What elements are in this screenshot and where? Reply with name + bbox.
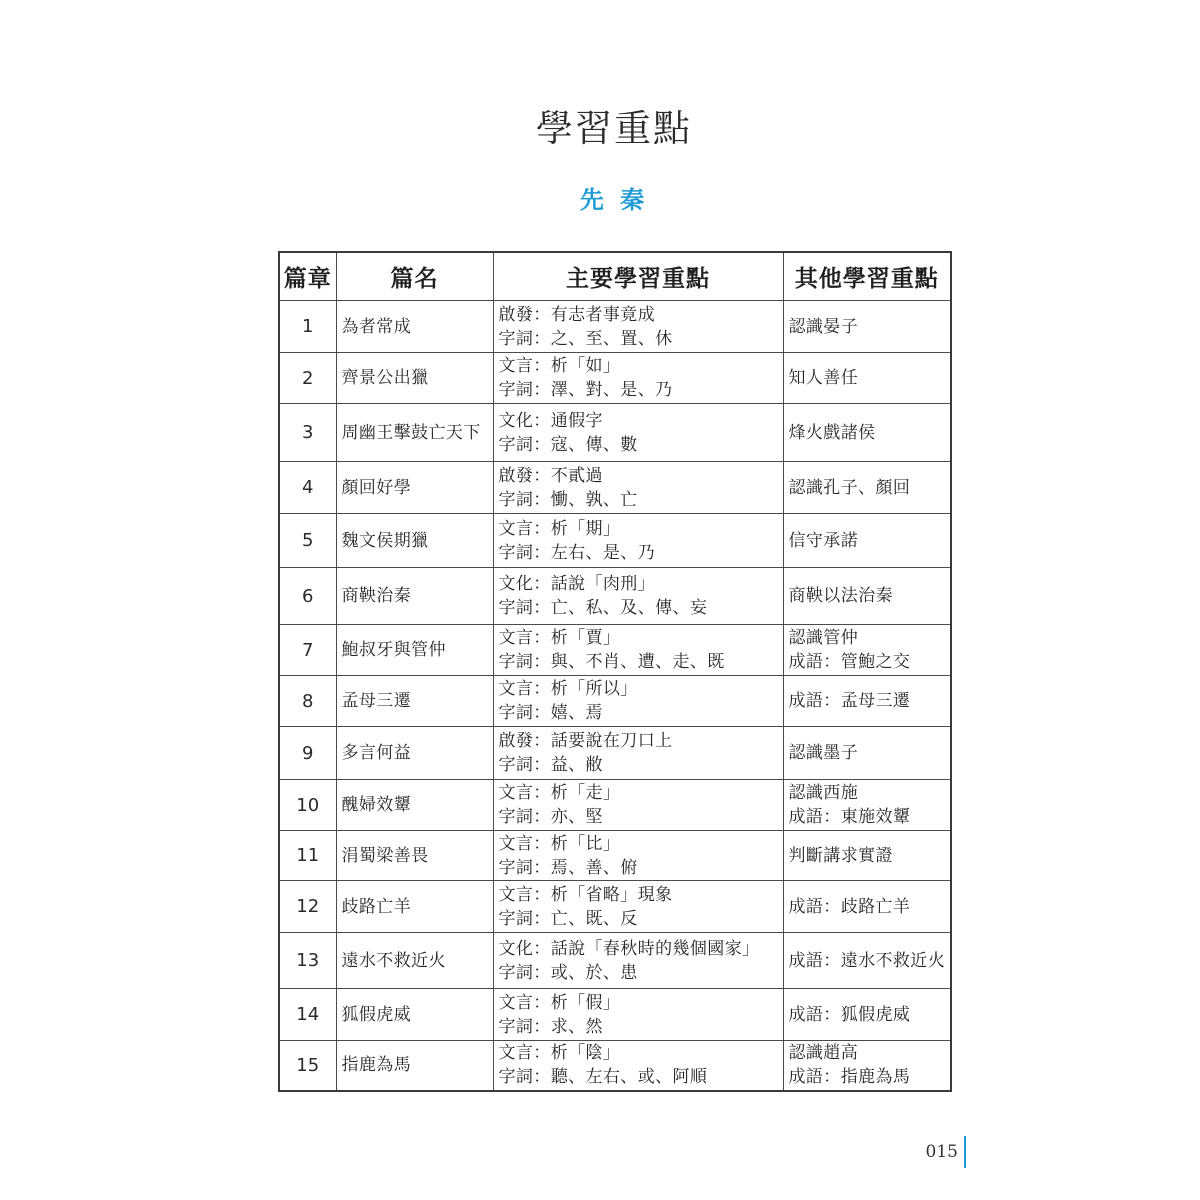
chapter-number: 6 — [279, 568, 336, 625]
table-row — [279, 301, 951, 353]
table-header — [279, 252, 951, 301]
chapter-number: 7 — [279, 625, 336, 676]
other-points — [783, 933, 951, 989]
table-row — [279, 514, 951, 568]
chapter-number: 15 — [279, 1041, 336, 1091]
main-point-line: 字詞：亡、既、反 — [498, 908, 638, 929]
chapter-title: 歧路亡羊 — [336, 881, 493, 933]
table-row — [279, 404, 951, 462]
main-points — [493, 625, 783, 676]
header-main-points: 主要學習重點 — [493, 252, 783, 301]
main-points — [493, 514, 783, 568]
main-point-line: 啟發：話要說在刀口上 — [498, 731, 673, 751]
main-point-line: 字詞：澤、對、是、乃 — [498, 380, 673, 400]
chapter-title: 魏文侯期獵 — [336, 514, 493, 568]
main-points — [493, 301, 783, 353]
chapter-number: 8 — [279, 676, 336, 727]
other-points — [783, 462, 951, 514]
main-point-line: 文言：析「比」 — [498, 833, 621, 854]
other-point-line: 認識管仲 — [788, 628, 859, 648]
main-point-line: 字詞：嬉、焉 — [498, 703, 603, 723]
main-point-line: 字詞：與、不肖、遭、走、既 — [498, 652, 725, 672]
page-number-rule — [964, 1136, 966, 1168]
main-point-line: 字詞：慟、孰、亡 — [498, 489, 638, 510]
other-points — [783, 989, 951, 1041]
table-row — [279, 676, 951, 727]
other-point-line: 商鞅以法治秦 — [788, 586, 893, 606]
chapter-number: 12 — [279, 881, 336, 933]
chapter-number: 9 — [279, 727, 336, 780]
other-points — [783, 568, 951, 625]
other-points — [783, 353, 951, 404]
main-point-line: 啟發：有志者事竟成 — [498, 304, 656, 325]
other-points — [783, 676, 951, 727]
header-title: 篇名 — [336, 252, 493, 301]
chapter-number: 2 — [279, 353, 336, 404]
main-points — [493, 933, 783, 989]
main-points — [493, 568, 783, 625]
other-point-line: 判斷講求實證 — [788, 845, 893, 866]
header-row — [279, 252, 951, 301]
main-point-line: 字詞：益、敝 — [498, 755, 603, 775]
main-points — [493, 1041, 783, 1091]
learning-points-table — [278, 251, 952, 1092]
other-point-line: 成語：遠水不救近火 — [788, 950, 946, 971]
chapter-number: 13 — [279, 933, 336, 989]
main-points — [493, 404, 783, 462]
chapter-title: 齊景公出獵 — [336, 353, 493, 404]
other-point-line: 成語：指鹿為馬 — [788, 1067, 911, 1088]
table-row — [279, 933, 951, 989]
other-points — [783, 727, 951, 780]
chapter-title: 狐假虎威 — [336, 989, 493, 1041]
chapter-number: 3 — [279, 404, 336, 462]
chapter-title: 指鹿為馬 — [336, 1041, 493, 1091]
table-row — [279, 1041, 951, 1091]
table-body — [279, 301, 951, 1091]
chapter-title: 顏回好學 — [336, 462, 493, 514]
page-number: 015 — [925, 1142, 958, 1162]
table-row — [279, 462, 951, 514]
chapter-number: 4 — [279, 462, 336, 514]
page-title: 學習重點 — [536, 107, 692, 150]
chapter-title: 多言何益 — [336, 727, 493, 780]
main-point-line: 啟發：不貳過 — [498, 465, 603, 486]
table-row — [279, 780, 951, 831]
chapter-title: 為者常成 — [336, 301, 493, 353]
chapter-title: 遠水不救近火 — [336, 933, 493, 989]
other-point-line: 成語：歧路亡羊 — [788, 896, 911, 917]
main-points — [493, 831, 783, 881]
chapter-number: 5 — [279, 514, 336, 568]
main-points — [493, 462, 783, 514]
main-points — [493, 881, 783, 933]
chapter-title: 涓蜀梁善畏 — [336, 831, 493, 881]
chapter-title: 孟母三遷 — [336, 676, 493, 727]
main-point-line: 字詞：寇、傳、數 — [498, 434, 638, 455]
main-points — [493, 353, 783, 404]
other-points — [783, 1041, 951, 1091]
other-point-line: 認識墨子 — [788, 743, 859, 763]
main-point-line: 文言：析「賈」 — [498, 628, 621, 648]
chapter-title: 周幽王擊鼓亡天下 — [336, 404, 493, 462]
other-points — [783, 301, 951, 353]
other-point-line: 知人善任 — [788, 368, 859, 388]
main-points — [493, 676, 783, 727]
main-point-line: 文言：析「陰」 — [498, 1043, 621, 1064]
learning-points-table-container — [278, 251, 950, 1092]
main-points — [493, 989, 783, 1041]
chapter-title: 醜婦效顰 — [336, 780, 493, 831]
main-point-line: 文化：話說「春秋時的幾個國家」 — [498, 938, 760, 959]
main-point-line: 文言：析「如」 — [498, 356, 621, 376]
other-points — [783, 780, 951, 831]
other-point-line: 烽火戲諸侯 — [788, 422, 876, 443]
chapter-number: 1 — [279, 301, 336, 353]
main-point-line: 文言：析「期」 — [498, 518, 621, 539]
other-points — [783, 831, 951, 881]
other-points — [783, 881, 951, 933]
main-point-line: 文言：析「走」 — [498, 783, 621, 803]
other-points — [783, 404, 951, 462]
other-points — [783, 625, 951, 676]
section-subtitle: 先 秦 — [579, 185, 649, 214]
table-row — [279, 353, 951, 404]
header-other-points: 其他學習重點 — [783, 252, 951, 301]
other-points — [783, 514, 951, 568]
chapter-number: 11 — [279, 831, 336, 881]
table-row — [279, 881, 951, 933]
main-point-line: 字詞：左右、是、乃 — [498, 542, 656, 563]
main-points — [493, 727, 783, 780]
chapter-number: 14 — [279, 989, 336, 1041]
main-point-line: 字詞：求、然 — [498, 1016, 603, 1037]
table-row — [279, 625, 951, 676]
other-point-line: 成語：孟母三遷 — [788, 691, 911, 711]
other-point-line: 信守承諾 — [788, 530, 859, 551]
other-point-line: 認識晏子 — [788, 316, 859, 337]
chapter-number: 10 — [279, 780, 336, 831]
header-chapter: 篇章 — [279, 252, 336, 301]
other-point-line: 成語：狐假虎威 — [788, 1004, 911, 1025]
table-row — [279, 727, 951, 780]
main-points — [493, 780, 783, 831]
main-point-line: 字詞：焉、善、俯 — [498, 857, 638, 878]
main-point-line: 文言：析「省略」現象 — [498, 884, 673, 905]
main-point-line: 文化：話說「肉刑」 — [498, 574, 656, 594]
table-row — [279, 831, 951, 881]
main-point-line: 字詞：之、至、置、休 — [498, 328, 673, 349]
other-point-line: 認識西施 — [788, 783, 859, 803]
main-point-line: 文言：析「所以」 — [498, 679, 638, 699]
main-point-line: 文化：通假字 — [498, 410, 603, 431]
main-point-line: 文言：析「假」 — [498, 992, 621, 1013]
main-point-line: 字詞：亡、私、及、傳、妄 — [498, 598, 708, 618]
main-point-line: 字詞：或、於、患 — [498, 962, 638, 983]
other-point-line: 認識趙高 — [788, 1043, 859, 1064]
main-point-line: 字詞：亦、堅 — [498, 807, 603, 827]
table-row — [279, 568, 951, 625]
chapter-title: 商鞅治秦 — [336, 568, 493, 625]
other-point-line: 成語：管鮑之交 — [788, 652, 911, 672]
main-point-line: 字詞：聽、左右、或、阿順 — [498, 1067, 708, 1088]
other-point-line: 成語：東施效顰 — [788, 807, 911, 827]
chapter-title: 鮑叔牙與管仲 — [336, 625, 493, 676]
table-row — [279, 989, 951, 1041]
other-point-line: 認識孔子、顏回 — [788, 477, 911, 498]
